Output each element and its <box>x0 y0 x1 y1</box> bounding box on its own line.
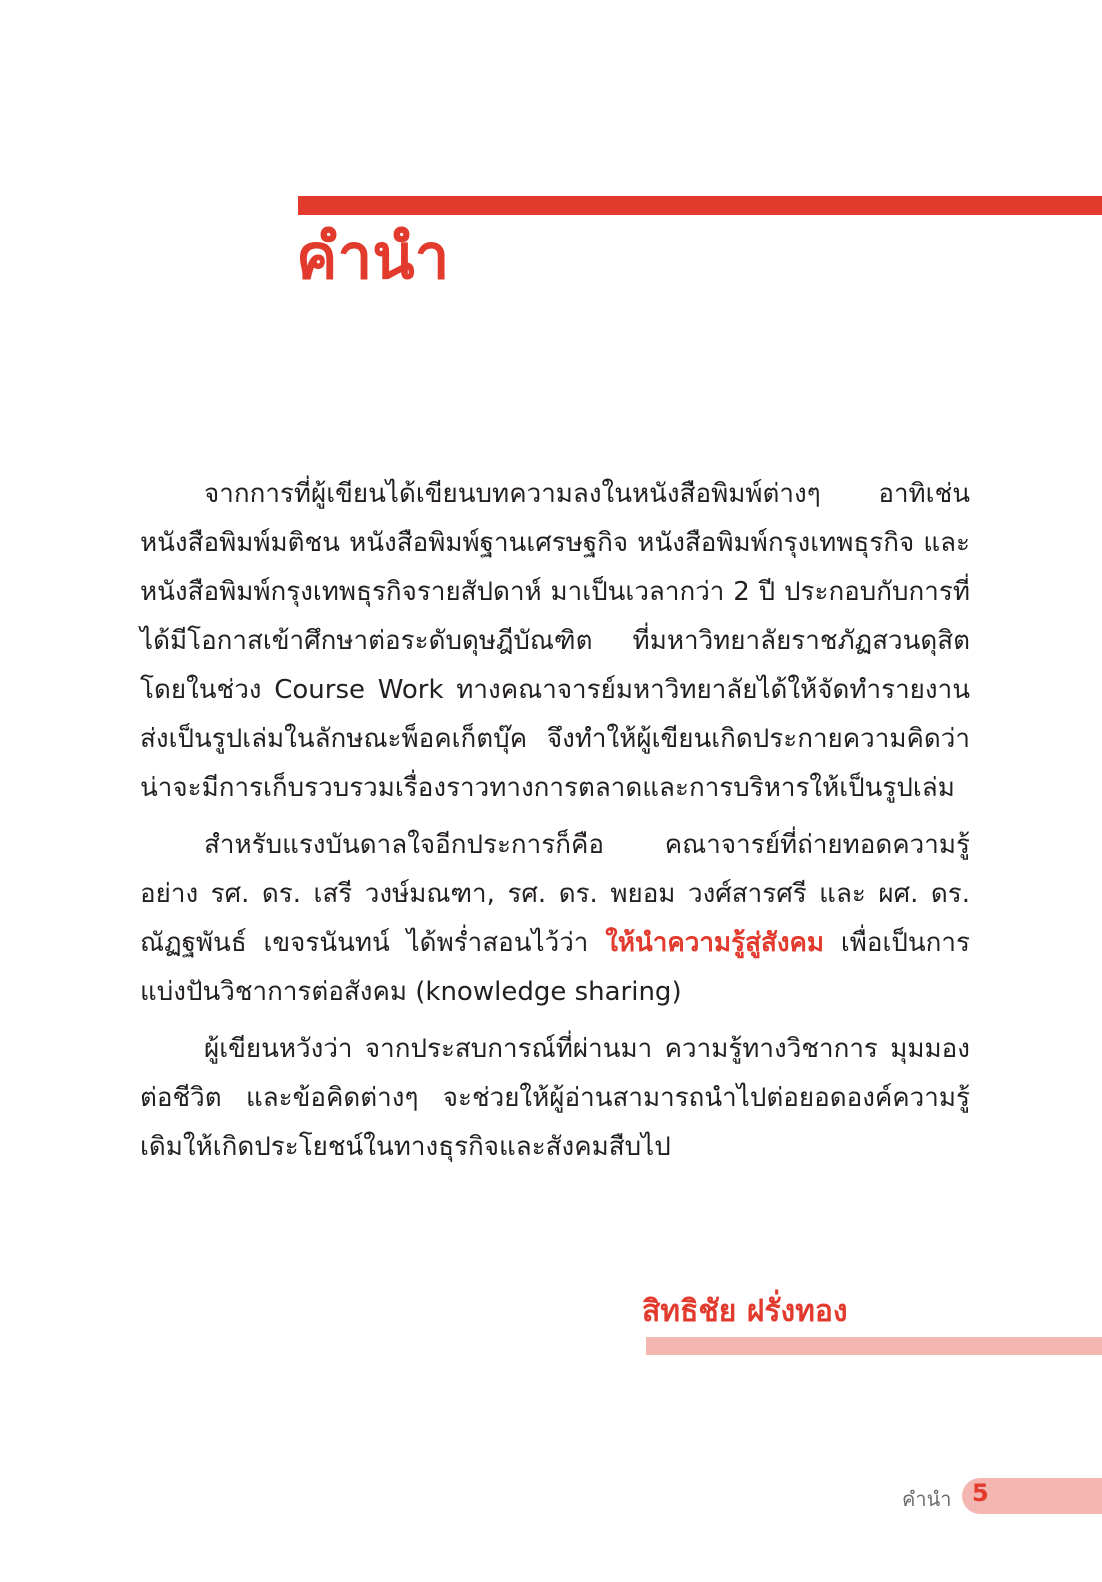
paragraph-2 <box>140 821 970 1017</box>
emphasis-quote: ให้นำความรู้สู่สังคม <box>605 928 825 958</box>
title-rule <box>298 196 1102 215</box>
page-number: 5 <box>972 1479 989 1507</box>
paragraph-3: ผู้เขียนหวังว่า จากประสบการณ์ที่ผ่านมา ความรู้ทางวิชาการ มุมมองต่อชีวิต และข้อคิดต่างๆ จะช่วยให้ผู้อ่านสามารถนำไปต่อยอดองค์ความรู้เดิมให้เกิดประโยชน์ในทางธุรกิจและสังคมสืบไป <box>140 1034 970 1162</box>
author-signature: สิทธิชัย ฝรั่งทอง <box>642 1294 848 1329</box>
body-text <box>140 470 970 1180</box>
footer-section-label: คำนำ <box>902 1487 952 1511</box>
paragraph-1: จากการที่ผู้เขียนได้เขียนบทความลงในหนังสือพิมพ์ต่างๆ อาทิเช่น หนังสือพิมพ์มติชน หนังสือพิมพ์ฐานเศรษฐกิจ หนังสือพิมพ์กรุงเทพธุรกิจ และหนังสือพิมพ์กรุงเทพธุรกิจรายสัปดาห์ มาเป็นเวลากว่า 2 ปี ประกอบกับการที่ได้มีโอกาสเข้าศึกษาต่อระดับดุษฎีบัณฑิต ที่มหาวิทยาลัยราชภัฏสวนดุสิต โดยในช่วง Course Work ทางคณาจารย์มหาวิทยาลัยได้ให้จัดทำรายงานส่งเป็นรูปเล่มในลักษณะพ็อคเก็ตบุ๊ค จึงทำให้ผู้เขียนเกิดประกายความคิดว่าน่าจะมีการเก็บรวบรวมเรื่องราวทางการตลาดและการบริหารให้เป็นรูปเล่ม <box>140 479 970 803</box>
paragraph-2-lead: สำหรับแรงบันดาลใจอีกประการก็คือ คณาจารย์ที่ถ่ายทอดความรู้อย่าง รศ. ดร. เสรี วงษ์มณฑา, รศ. ดร. พยอม วงศ์สารศรี และ ผศ. ดร. ณัฏฐพันธ์ เขจรนันทน์ ได้พร่ำสอนไว้ว่า <box>140 830 970 958</box>
paragraph-2-tail: เพื่อเป็นการแบ่งปันวิชาการต่อสังคม (knowledge sharing) <box>140 928 970 1007</box>
author-underline-bar <box>646 1337 1102 1355</box>
page-title: คำนำ <box>296 220 450 293</box>
